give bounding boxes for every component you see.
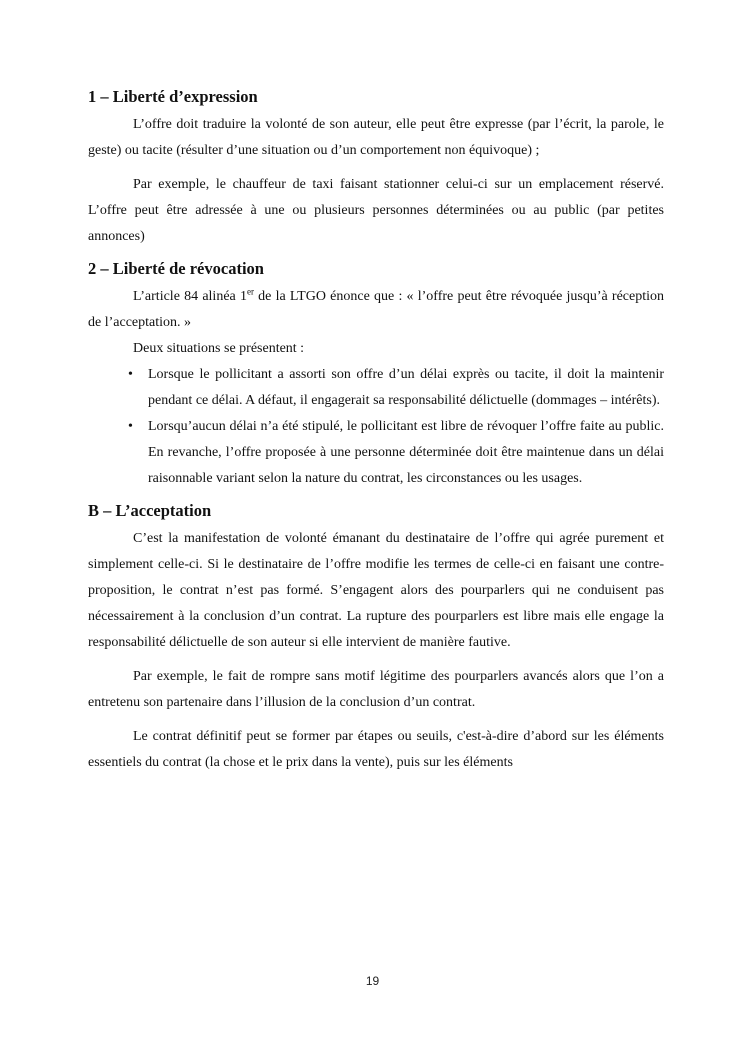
bullet-list (88, 362, 664, 492)
list-item-text: Lorsqu’aucun délai n’a été stipulé, le pollicitant est libre de révoquer l’offre faite au public. En revanche, l’offre proposée à une personne déterminée doit être maintenue dans un délai raisonnable variant selon la nature du contrat, les circonstances ou les usages. (148, 419, 664, 486)
bullet-icon: • (128, 367, 133, 382)
text-run: de la LTGO énonce que : « l’offre peut être révoquée jusqu’à réception de l’acceptation. » (88, 289, 664, 330)
list-item (88, 362, 664, 414)
superscript: er (246, 286, 254, 297)
paragraph: Par exemple, le chauffeur de taxi faisant stationner celui-ci sur un emplacement réservé. L’offre peut être adressée à une ou plusieurs personnes déterminées ou au public (par petites annonces) (88, 177, 664, 244)
text-run: L’article 84 alinéa 1 (133, 289, 247, 304)
paragraph: Deux situations se présentent : (133, 341, 305, 356)
section-heading-liberte-revocation: 2 – Liberté de révocation (88, 259, 264, 278)
bullet-icon: • (128, 419, 133, 434)
page-number: 19 (365, 974, 380, 988)
section-heading-acceptation: B – L’acceptation (88, 501, 212, 520)
paragraph: C’est la manifestation de volonté émanant du destinataire de l’offre qui agrée purement et simplement celle-ci. Si le destinataire de l’offre modifie les termes de celle-ci en faisant une contre-proposition, le contrat n’est pas formé. S’engagent alors des pourparlers qui ne conduisent pas nécessairement à la conclusion d’un contrat. La rupture des pourparlers est libre mais elle engage la responsabilité délictuelle de son auteur si elle intervient de manière fautive. (88, 531, 664, 650)
list-item-text: Lorsque le pollicitant a assorti son offre d’un délai exprès ou tacite, il doit la maintenir pendant ce délai. A défaut, il engagerait sa responsabilité délictuelle (dommages – intérêts). (148, 367, 664, 408)
paragraph: Par exemple, le fait de rompre sans motif légitime des pourparlers avancés alors que l’on a entretenu son partenaire dans l’illusion de la conclusion d’un contrat. (88, 669, 664, 710)
list-item (88, 414, 664, 492)
paragraph: Le contrat définitif peut se former par étapes ou seuils, c'est-à-dire d’abord sur les éléments essentiels du contrat (la chose et le prix dans la vente), puis sur les éléments (88, 729, 664, 770)
section-heading-liberte-expression: 1 – Liberté d’expression (88, 87, 258, 106)
paragraph: L’offre doit traduire la volonté de son auteur, elle peut être expresse (par l’écrit, la parole, le geste) ou tacite (résulter d’une situation ou d’un comportement non équivoque) ; (88, 117, 664, 158)
paragraph (88, 284, 664, 336)
document-body (88, 86, 664, 776)
